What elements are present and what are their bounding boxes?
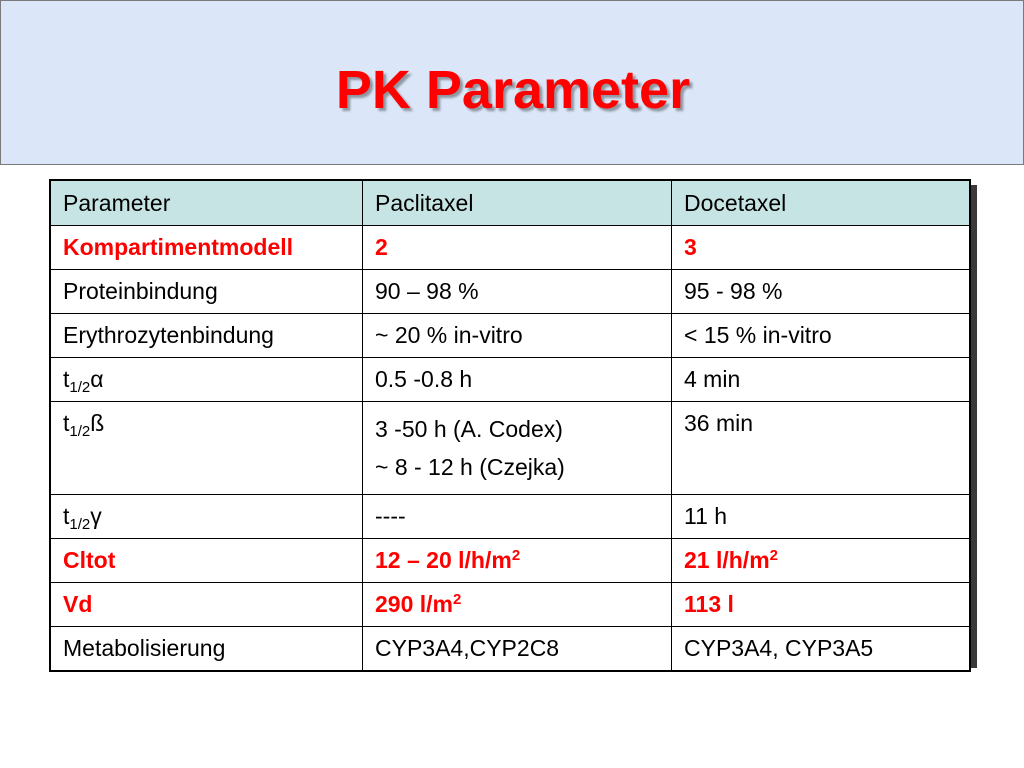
label-subscript: 1/2 (69, 379, 91, 396)
paclitaxel-value: 2 (363, 226, 672, 270)
paclitaxel-value (363, 402, 672, 495)
paclitaxel-value: 90 – 98 % (363, 270, 672, 314)
header-paclitaxel: Paclitaxel (363, 180, 672, 226)
table-row (50, 495, 970, 539)
value-superscript: 2 (769, 547, 778, 564)
docetaxel-value: CYP3A4, CYP3A5 (672, 627, 971, 672)
pk-parameter-table (49, 179, 971, 672)
row-label: Cltot (50, 539, 363, 583)
label-suffix: ß (90, 410, 105, 436)
label-suffix: α (90, 366, 104, 392)
value-superscript: 2 (453, 591, 462, 608)
paclitaxel-value (363, 583, 672, 627)
table-row (50, 627, 970, 672)
value-superscript: 2 (511, 547, 521, 564)
table-row (50, 270, 970, 314)
docetaxel-value: 3 (672, 226, 971, 270)
docetaxel-value: 4 min (672, 358, 971, 402)
table-row (50, 226, 970, 270)
table-row (50, 539, 970, 583)
docetaxel-value: 36 min (672, 402, 971, 495)
paclitaxel-value (363, 539, 672, 583)
paclitaxel-value: ---- (363, 495, 672, 539)
title-bar (0, 0, 1024, 165)
docetaxel-value: 95 - 98 % (672, 270, 971, 314)
value-base: 21 l/h/m (684, 547, 770, 573)
table-row (50, 314, 970, 358)
header-docetaxel: Docetaxel (672, 180, 971, 226)
paclitaxel-line-1: 3 -50 h (A. Codex) (375, 416, 563, 442)
paclitaxel-value: CYP3A4,CYP2C8 (363, 627, 672, 672)
label-subscript: 1/2 (69, 516, 91, 533)
row-label: Metabolisierung (50, 627, 363, 672)
paclitaxel-value: ~ 20 % in-vitro (363, 314, 672, 358)
docetaxel-value: 113 l (672, 583, 971, 627)
table-row (50, 358, 970, 402)
slide-title: PK Parameter (335, 60, 691, 120)
row-label (50, 495, 363, 539)
value-base: 290 l/m (375, 591, 453, 617)
docetaxel-value (672, 539, 971, 583)
row-label: Vd (50, 583, 363, 627)
table-header-row (50, 180, 970, 226)
docetaxel-value: 11 h (672, 495, 971, 539)
paclitaxel-line-2: ~ 8 - 12 h (Czejka) (375, 454, 565, 480)
label-base: t (63, 503, 70, 529)
row-label: Kompartimentmodell (50, 226, 363, 270)
row-label (50, 358, 363, 402)
paclitaxel-value: 0.5 -0.8 h (363, 358, 672, 402)
docetaxel-value: < 15 % in-vitro (672, 314, 971, 358)
value-base: 12 – 20 l/h/m (375, 547, 512, 573)
label-suffix: γ (90, 503, 102, 529)
row-label: Erythrozytenbindung (50, 314, 363, 358)
row-label (50, 402, 363, 495)
row-label: Proteinbindung (50, 270, 363, 314)
table-row (50, 402, 970, 495)
label-base: t (63, 410, 70, 436)
label-subscript: 1/2 (69, 423, 91, 440)
header-parameter: Parameter (50, 180, 363, 226)
table-row (50, 583, 970, 627)
label-base: t (63, 366, 70, 392)
